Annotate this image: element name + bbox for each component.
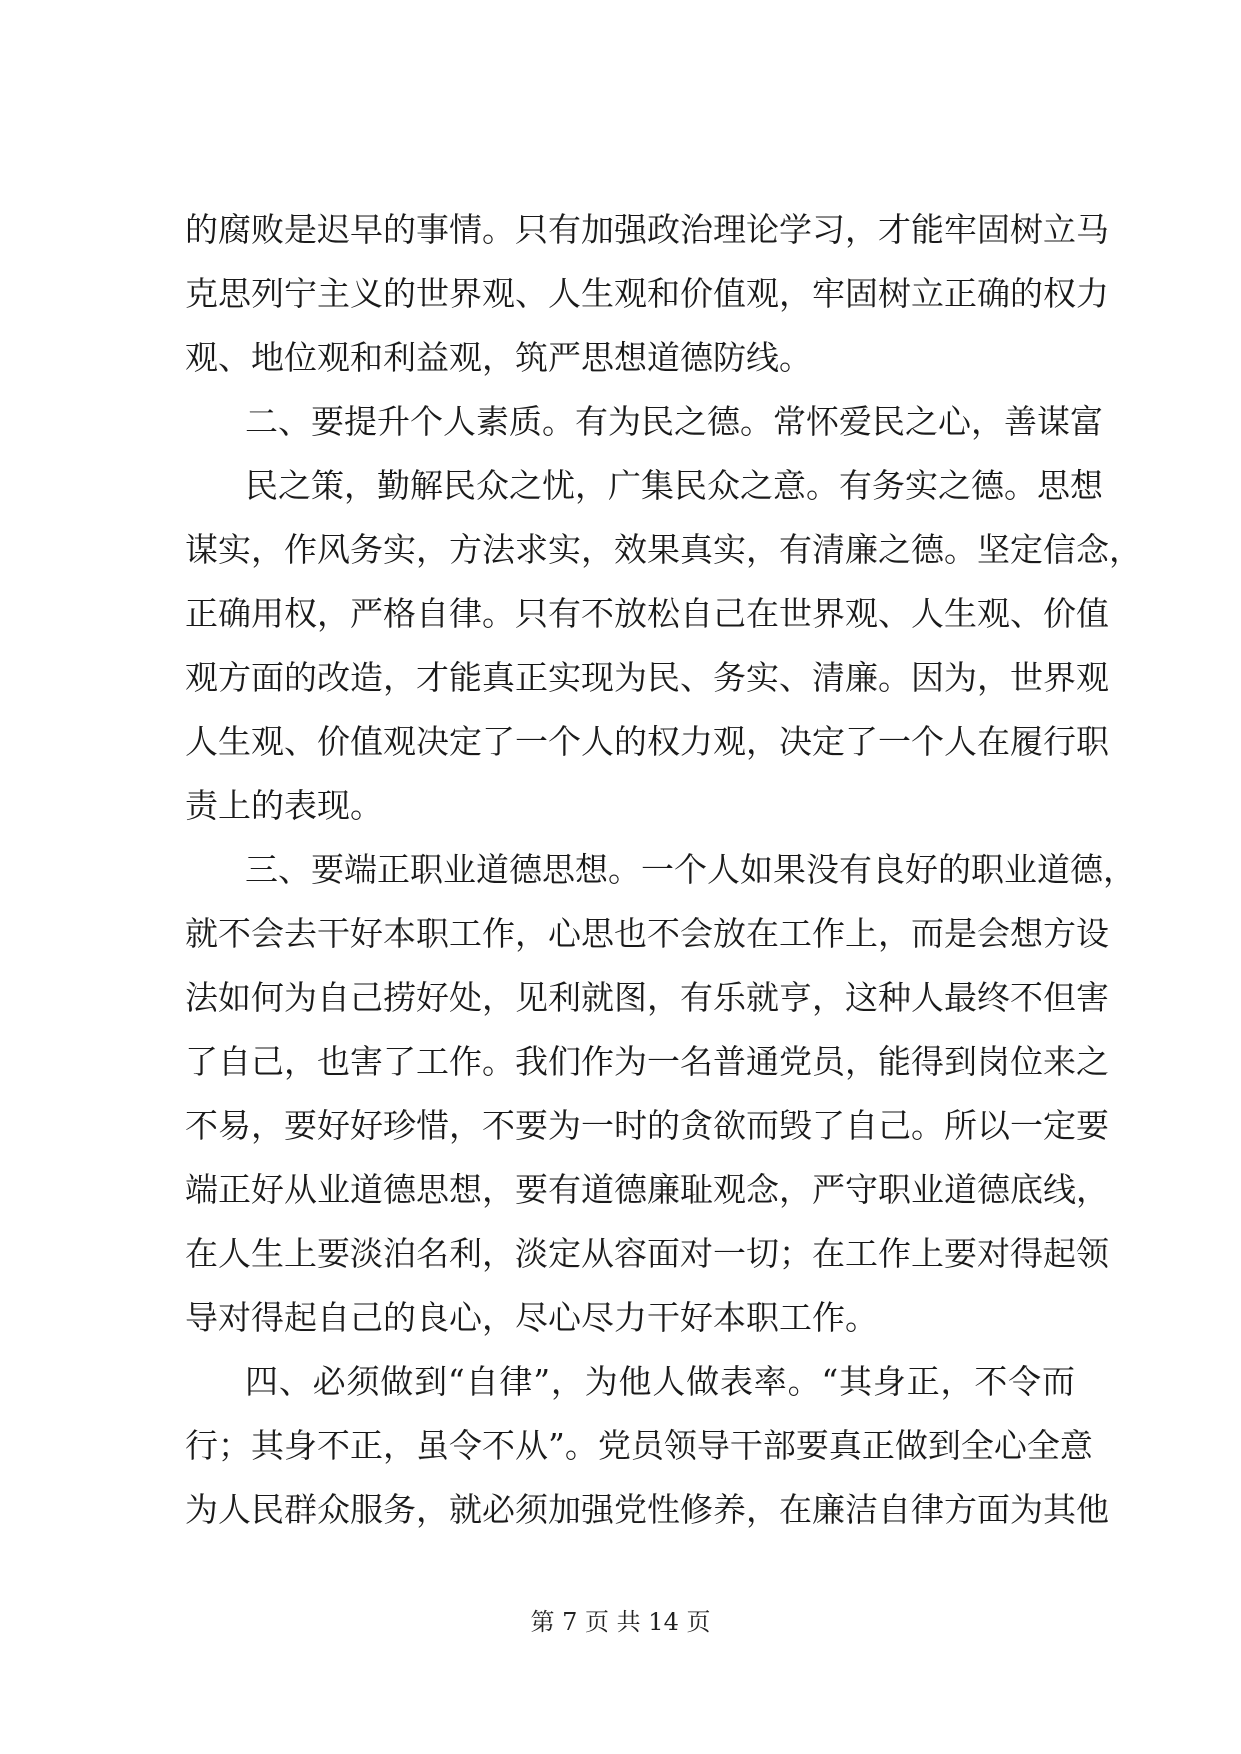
text-line: 的腐败是迟早的事情。只有加强政治理论学习，才能牢固树立马 bbox=[185, 210, 1109, 249]
text-line: 在人生上要淡泊名利，淡定从容面对一切；在工作上要对得起领 bbox=[185, 1234, 1109, 1273]
text-line: 了自己，也害了工作。我们作为一名普通党员，能得到岗位来之 bbox=[185, 1042, 1109, 1081]
text-line: 就不会去干好本职工作，心思也不会放在工作上，而是会想方设 bbox=[185, 914, 1109, 953]
text-line: 克思列宁主义的世界观、人生观和价值观，牢固树立正确的权力 bbox=[185, 274, 1109, 313]
text-line: 观、地位观和利益观，筑严思想道德防线。 bbox=[185, 338, 812, 377]
paragraph-start-line: 三、要端正职业道德思想。一个人如果没有良好的职业道德， bbox=[245, 850, 1136, 889]
text-line: 民之策，勤解民众之忧，广集民众之意。有务实之德。思想 bbox=[245, 466, 1103, 505]
text-line: 不易，要好好珍惜，不要为一时的贪欲而毁了自己。所以一定要 bbox=[185, 1106, 1109, 1145]
paragraph-start-line: 二、要提升个人素质。有为民之德。常怀爱民之心，善谋富 bbox=[245, 402, 1103, 441]
text-line: 人生观、价值观决定了一个人的权力观，决定了一个人在履行职 bbox=[185, 722, 1109, 761]
text-line: 法如何为自己捞好处，见利就图，有乐就亨，这种人最终不但害 bbox=[185, 978, 1109, 1017]
text-line: 为人民群众服务，就必须加强党性修养，在廉洁自律方面为其他 bbox=[185, 1490, 1109, 1529]
text-line: 正确用权，严格自律。只有不放松自己在世界观、人生观、价值 bbox=[185, 594, 1109, 633]
text-line: 观方面的改造，才能真正实现为民、务实、清廉。因为，世界观 bbox=[185, 658, 1109, 697]
text-line: 责上的表现。 bbox=[185, 786, 383, 825]
text-line: 行；其身不正，虽令不从”。党员领导干部要真正做到全心全意 bbox=[185, 1426, 1093, 1465]
page-footer: 第 7 页 共 14 页 bbox=[530, 1608, 711, 1636]
text-line: 谋实，作风务实，方法求实，效果真实，有清廉之德。坚定信念， bbox=[185, 530, 1142, 569]
text-line: 端正好从业道德思想，要有道德廉耻观念，严守职业道德底线， bbox=[185, 1170, 1109, 1209]
text-line: 导对得起自己的良心，尽心尽力干好本职工作。 bbox=[185, 1298, 878, 1337]
paragraph-start-line: 四、必须做到“自律”，为他人做表率。“其身正，不令而 bbox=[245, 1362, 1075, 1401]
